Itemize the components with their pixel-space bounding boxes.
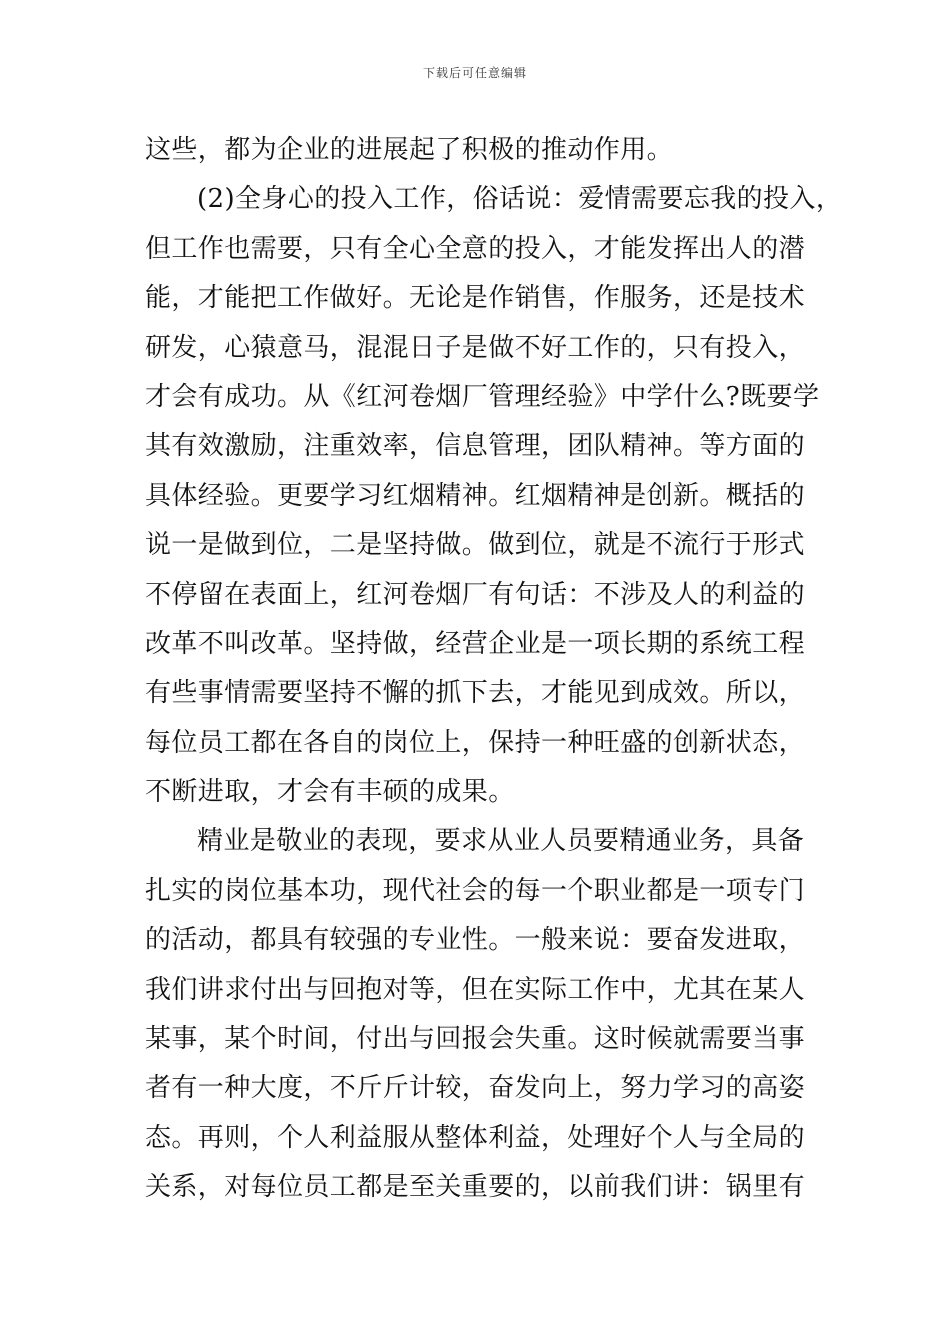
text-line: 不停留在表面上，红河卷烟厂有句话：不涉及人的利益的 <box>145 579 806 610</box>
text-line: 每位员工都在各自的岗位上，保持一种旺盛的创新状态， <box>145 727 806 758</box>
text-line: 但工作也需要，只有全心全意的投入，才能发挥出人的潜 <box>145 233 806 264</box>
text-line: 不断进取，才会有丰硕的成果。 <box>145 777 515 808</box>
text-line: 研发，心猿意马，混混日子是做不好工作的，只有投入， <box>145 332 806 363</box>
text-line: 其有效激励，注重效率，信息管理，团队精神。等方面的 <box>145 431 806 462</box>
text-line: 说一是做到位，二是坚持做。做到位，就是不流行于形式 <box>145 530 806 561</box>
page-header: 下载后可任意编辑 <box>422 66 527 80</box>
text-line: 我们讲求付出与回抱对等，但在实际工作中，尤其在某人 <box>145 974 806 1005</box>
text-line: 精业是敬业的表现，要求从业人员要精通业务，具备 <box>197 826 805 857</box>
text-line: 才会有成功。从《红河卷烟厂管理经验》中学什么?既要学 <box>145 381 820 412</box>
text-line: 改革不叫改革。坚持做，经营企业是一项长期的系统工程 <box>145 628 806 659</box>
text-line: 这些，都为企业的进展起了积极的推动作用。 <box>145 135 674 165</box>
text-line: 能，才能把工作做好。无论是作销售，作服务，还是技术 <box>145 283 806 314</box>
text-line: 某事，某个时间，付出与回报会失重。这时候就需要当事 <box>145 1024 806 1055</box>
document-body <box>145 126 843 1213</box>
text-line: 者有一种大度，不斤斤计较，奋发向上，努力学习的高姿 <box>145 1073 806 1104</box>
text-line: 态。再则，个人利益服从整体利益，处理好个人与全局的 <box>145 1122 806 1153</box>
text-line: 的活动，都具有较强的专业性。一般来说：要奋发进取， <box>145 925 806 956</box>
text-line: 扎实的岗位基本功，现代社会的每一个职业都是一项专门 <box>145 875 806 906</box>
text-line: 有些事情需要坚持不懈的抓下去，才能见到成效。所以， <box>145 678 806 709</box>
text-line: 关系，对每位员工都是至关重要的，以前我们讲：锅里有 <box>145 1172 806 1203</box>
text-line: 具体经验。更要学习红烟精神。红烟精神是创新。概括的 <box>145 480 806 511</box>
text-line: (2)全身心的投入工作，俗话说：爱情需要忘我的投入， <box>197 184 843 215</box>
